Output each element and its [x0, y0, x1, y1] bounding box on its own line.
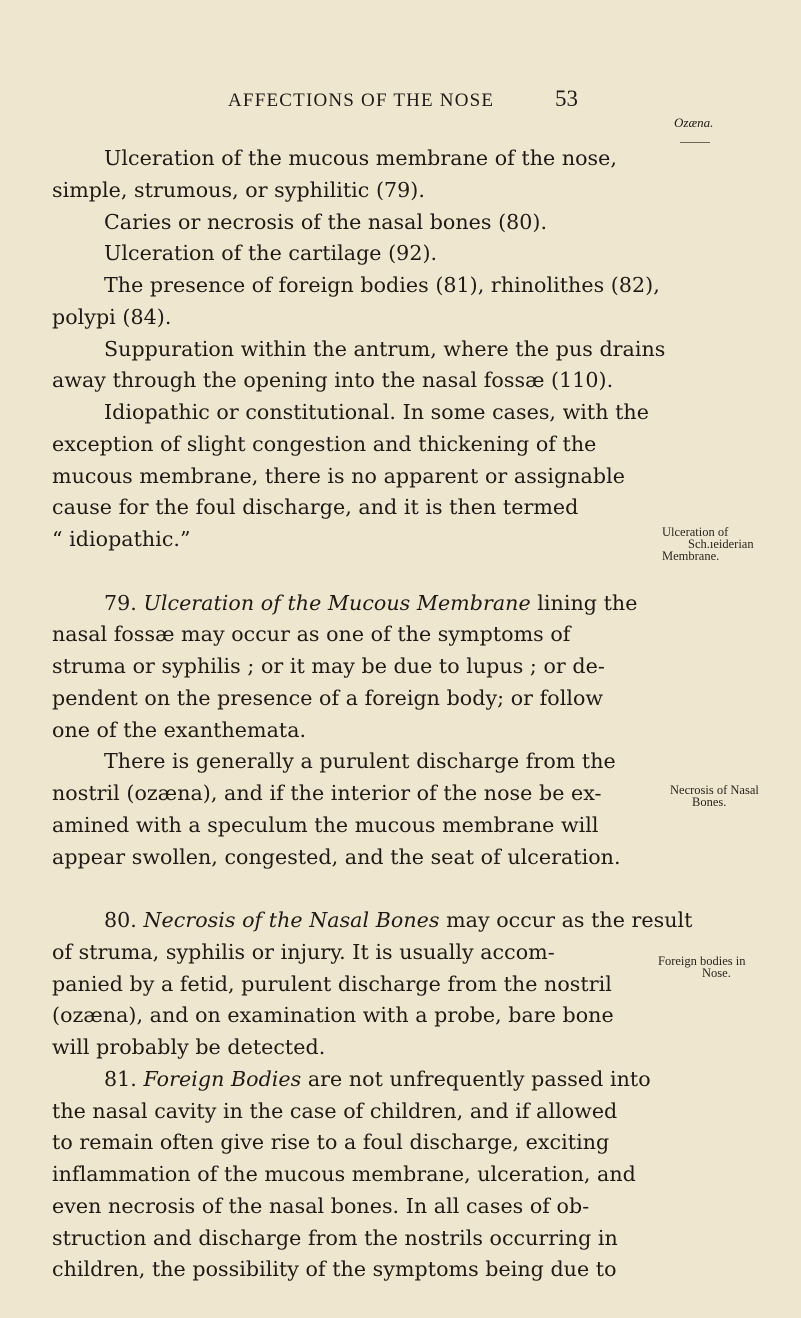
margin-note-line: Membrane. — [662, 549, 720, 563]
text-line — [52, 588, 652, 620]
text-line: amined with a speculum the mucous membrane will — [52, 812, 599, 837]
text-line — [52, 1286, 652, 1318]
page-number: 53 — [555, 86, 578, 111]
text-line: struction and discharge from the nostrils occurring in — [52, 1225, 618, 1250]
margin-note-line: Bones. — [692, 795, 727, 809]
section-text: lining the — [537, 590, 638, 615]
text-line: the nasal cavity in the case of children, and if allowed — [52, 1098, 618, 1123]
body-text — [52, 143, 693, 1318]
text-line: appear swollen, congested, and the seat of ulceration. — [52, 844, 621, 869]
section-number: 79. — [104, 590, 137, 615]
text-line: Ulceration of the cartilage (92). — [104, 241, 438, 266]
text-line: “ idiopathic.” — [52, 527, 191, 551]
text-line: children, the possibility of the symptoms being due to — [52, 1257, 617, 1282]
section-text: may occur as the result — [446, 908, 693, 932]
text-line — [52, 1064, 652, 1096]
running-head: AFFECTIONS OF THE NOSE — [228, 90, 495, 111]
margin-note-line: Sch.ıeiderian — [688, 537, 754, 551]
side-rule — [680, 142, 710, 143]
text-line: (ozæna), and on examination with a probe, bare bone — [52, 1003, 614, 1028]
text-line: away through the opening into the nasal fossæ (110). — [52, 368, 614, 393]
margin-note-line: Necrosis of Nasal — [670, 783, 759, 797]
section-text: are not unfrequently passed into — [307, 1066, 651, 1091]
text-line — [52, 905, 693, 937]
text-line: polypi (84). — [52, 304, 172, 329]
text-line: exception of slight congestion and thickening of the — [52, 431, 597, 456]
text-line: will probably be detected. — [52, 1035, 326, 1059]
text-line: cause for the foul discharge, and it is then termed — [52, 495, 579, 520]
section-title: Foreign Bodies — [143, 1066, 302, 1091]
margin-note-necrosis — [670, 784, 759, 808]
text-line: Ulceration of the mucous membrane of the nose, — [104, 146, 617, 170]
text-line: panied by a fetid, purulent discharge from the nostril — [52, 971, 612, 996]
text-line: mucous membrane, there is no apparent or assignable — [52, 463, 625, 488]
text-line — [52, 873, 652, 905]
section-title: Ulceration of the Mucous Membrane — [143, 590, 531, 615]
text-line: nasal fossæ may occur as one of the symptoms of — [52, 622, 571, 647]
margin-note-line: Nose. — [702, 966, 731, 980]
section-number: 80. — [104, 908, 137, 932]
text-line: simple, strumous, or syphilitic (79). — [52, 177, 425, 202]
text-line: pendent on the presence of a foreign body; or follow — [52, 685, 604, 710]
margin-note-line: Ulceration of — [662, 525, 729, 539]
text-line: There is generally a purulent discharge from the — [104, 749, 616, 774]
text-line: one of the exanthemata. — [52, 717, 307, 742]
side-heading: Ozæna. — [674, 115, 714, 130]
section-title: Necrosis of the Nasal Bones — [143, 908, 440, 932]
margin-note-line: Foreign bodies in — [658, 954, 746, 968]
text-line: even necrosis of the nasal bones. In all cases of ob- — [52, 1193, 590, 1218]
text-line: Idiopathic or constitutional. In some cases, with the — [104, 400, 649, 424]
text-line: struma or syphilis ; or it may be due to lupus ; or de- — [52, 654, 605, 678]
text-line: Suppuration within the antrum, where the pus drains — [104, 336, 666, 361]
text-line: to remain often give rise to a foul discharge, exciting — [52, 1130, 610, 1155]
text-line — [52, 556, 652, 588]
text-line: The presence of foreign bodies (81), rhinolithes (82), — [104, 273, 660, 297]
text-line: of struma, syphilis or injury. It is usually accom- — [52, 939, 555, 964]
margin-note-ulceration — [662, 526, 754, 562]
section-number: 81. — [104, 1066, 137, 1091]
margin-note-foreign-bodies — [658, 955, 746, 979]
text-line: Caries or necrosis of the nasal bones (80). — [104, 209, 548, 234]
text-line: nostril (ozæna), and if the interior of the nose be ex- — [52, 781, 602, 805]
text-line: inflammation of the mucous membrane, ulceration, and — [52, 1162, 636, 1186]
